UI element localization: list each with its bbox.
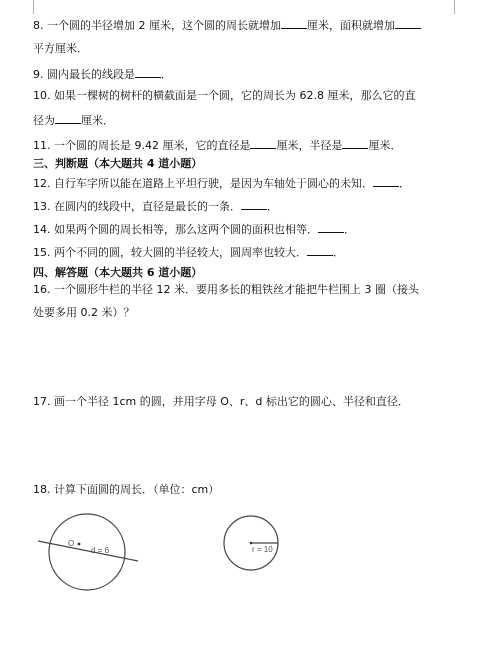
question-12-end: ． [399, 177, 410, 190]
question-8-continued [33, 42, 88, 56]
question-14-blank[interactable] [318, 221, 344, 233]
diameter-line [38, 541, 138, 561]
question-9-blank[interactable] [135, 66, 161, 78]
radius-label: r = 10 [252, 545, 273, 554]
section-3-heading: 三、判断题（本大题共 4 道小题） [33, 157, 203, 170]
question-9-end: ． [161, 68, 172, 81]
question-14-end: ． [344, 223, 355, 236]
page-margin-mark-right [454, 0, 455, 14]
question-13-blank[interactable] [241, 198, 267, 210]
question-12-blank[interactable] [373, 175, 399, 187]
question-16 [33, 283, 419, 297]
circle-outline [49, 514, 125, 590]
question-11-blank-1[interactable] [250, 137, 276, 149]
question-8-blank-1[interactable] [281, 17, 307, 29]
question-9 [33, 66, 172, 82]
page-margin-mark-left [33, 0, 34, 14]
question-13 [33, 198, 278, 214]
question-16-text-2: 处要多用 0.2 米）？ [33, 306, 135, 319]
question-11 [33, 137, 401, 153]
question-9-text: 9. 圆内最长的线段是 [33, 68, 135, 81]
question-11-text-3: 厘米． [368, 139, 402, 152]
question-15-blank[interactable] [307, 244, 333, 256]
question-10-text-3: 厘米． [81, 114, 114, 127]
question-13-end: ． [267, 200, 278, 213]
question-14 [33, 221, 355, 237]
diameter-label: d = 6 [91, 546, 110, 555]
question-15 [33, 244, 344, 260]
question-11-text-2: 厘米，半径是 [276, 139, 343, 152]
center-point [250, 542, 253, 545]
question-15-end: ． [333, 246, 344, 259]
circle-figure-radius [215, 510, 295, 580]
section-4-heading: 四、解答题（本大题共 6 道小题） [33, 266, 203, 279]
circle-figure-diameter [30, 503, 150, 603]
question-15-text: 15. 两个不同的圆，较大圆的半径较大，圆周率也较大． [33, 246, 307, 259]
question-8-text-2: 厘米，面积就增加 [306, 19, 395, 32]
question-10 [33, 89, 415, 103]
question-13-text: 13. 在圆内的线段中，直径是最长的一条． [33, 200, 241, 213]
question-11-text: 11. 一个圆的周长是 9.42 厘米，它的直径是 [33, 139, 251, 152]
question-8-text: 8. 一个圆的半径增加 2 厘米，这个圆的周长就增加 [33, 19, 281, 32]
question-10-text-2: 径为 [33, 114, 55, 127]
question-16-continued [33, 306, 135, 320]
question-17: 17. 画一个半径 1cm 的圆，并用字母 O、r、d 标出它的圆心、半径和直径． [33, 395, 409, 408]
question-8-blank-2[interactable] [395, 17, 421, 29]
question-12-text: 12. 自行车字所以能在道路上平坦行驶，是因为车轴处于圆心的未知． [33, 177, 373, 190]
question-12 [33, 175, 410, 191]
question-10-blank[interactable] [55, 112, 81, 124]
center-label: O [68, 539, 75, 548]
center-point [78, 543, 81, 546]
question-10-continued [33, 112, 114, 128]
question-14-text: 14. 如果两个圆的周长相等，那么这两个圆的面积也相等． [33, 223, 318, 236]
question-10-text: 10. 如果一棵树的树杆的横截面是一个圆，它的周长为 62.8 厘米，那么它的直 [33, 89, 416, 102]
question-11-blank-2[interactable] [342, 137, 368, 149]
question-8 [33, 17, 421, 33]
question-16-text: 16. 一个圆形牛栏的半径 12 米．要用多长的粗铁丝才能把牛栏围上 3 圈（接头 [33, 283, 419, 296]
question-18: 18. 计算下面圆的周长．（单位：cm） [33, 483, 220, 496]
question-8-text-3: 平方厘米． [33, 42, 88, 55]
